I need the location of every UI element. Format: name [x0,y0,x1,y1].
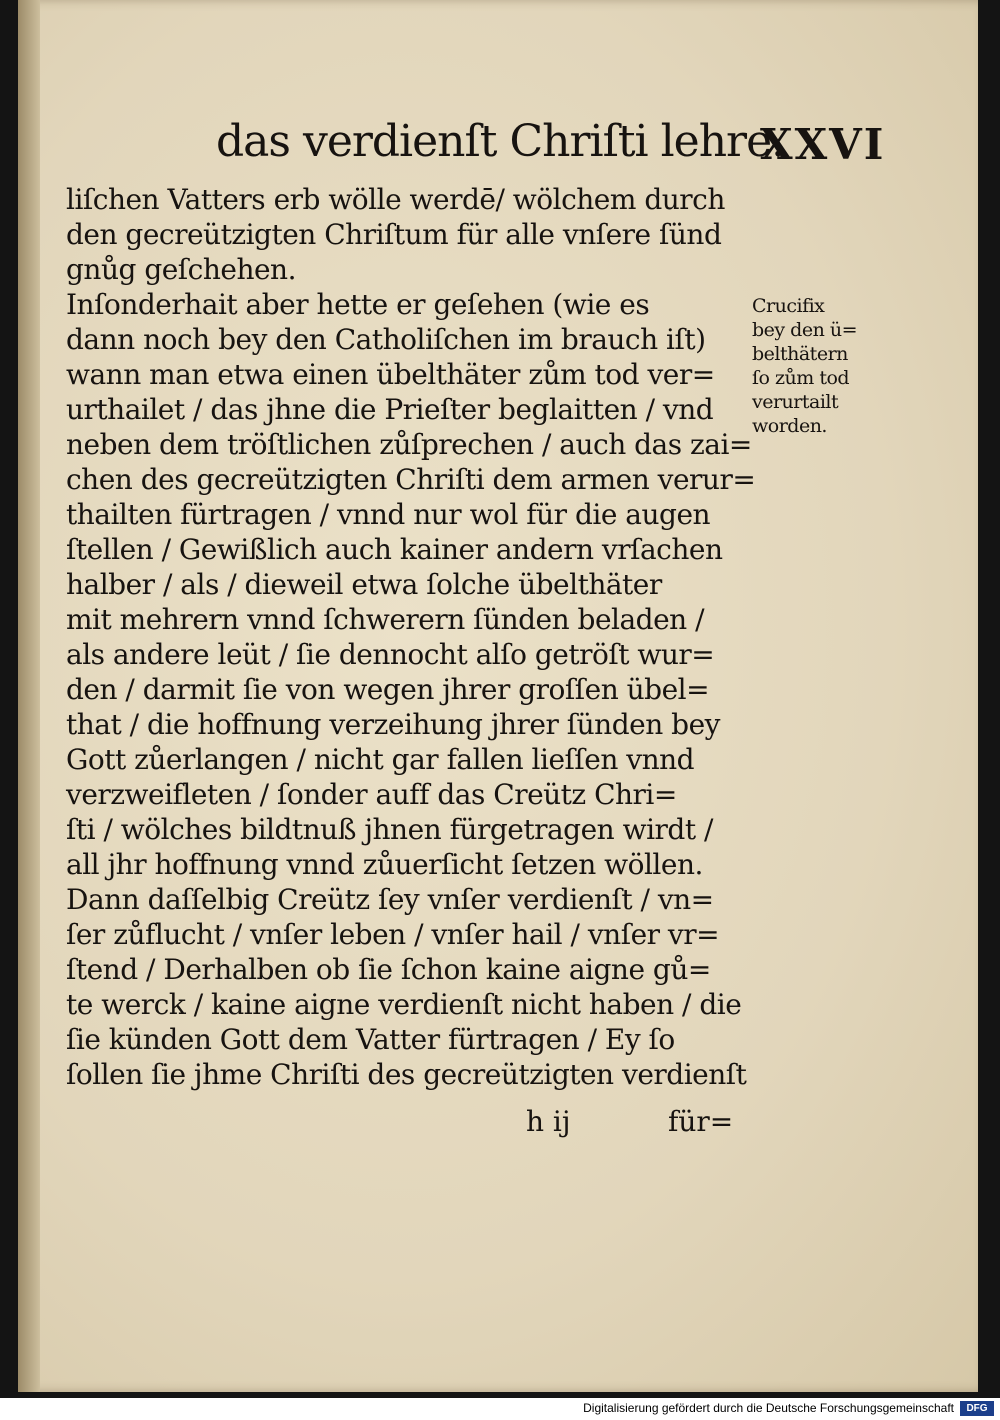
marginal-note-line: Crucifix [752,295,825,317]
body-line: Gott zůerlangen / nicht gar fallen lieſſen vnnd [66,743,695,776]
body-line: neben dem tröſtlichen zůſprechen / auch das zai= [66,428,752,461]
body-line: ſer zůflucht / vnſer leben / vnſer hail / vnſer vr= [66,918,720,951]
marginal-note-line: belthätern [752,343,848,365]
body-line: dann noch bey den Catholiſchen im brauch iſt) [66,323,706,356]
body-line: verzweifleten / ſonder auff das Creütz Chri= [66,778,677,811]
body-line: den gecreützigten Chriſtum für alle vnſere ſünd [66,218,722,251]
body-line: ſtellen / Gewißlich auch kainer andern vrſachen [66,533,723,566]
body-line: gnůg geſchehen. [66,253,296,286]
body-line: ſie künden Gott dem Vatter fürtragen / Ey ſo [66,1023,675,1056]
body-line: Dann daſſelbig Creütz ſey vnſer verdienſt / vn= [66,883,714,916]
body-line: liſchen Vatters erb wölle werdē/ wölchem durch [66,183,725,216]
body-line: thailten fürtragen / vnnd nur wol für die augen [66,498,711,531]
body-line: ſtend / Derhalben ob ſie ſchon kaine aigne gů= [66,953,711,986]
body-line: halber / als / dieweil etwa ſolche übelthäter [66,568,662,601]
body-line: ſti / wölches bildtnuß jhnen fürgetragen wirdt / [66,813,713,846]
body-line: urthailet / das jhne die Prieſter beglaitten / vnd [66,393,714,426]
body-line: mit mehrern vnnd ſchwerern ſünden beladen / [66,603,705,636]
body-line: chen des gecreützigten Chriſti dem armen verur= [66,463,756,496]
page-text-block [48,0,978,1392]
digitization-footer [0,1398,1000,1420]
catchword: für= [668,1105,734,1138]
body-line: te werck / kaine aigne verdienſt nicht haben / die [66,988,742,1021]
page-gutter [18,0,40,1392]
marginal-note-line: verurtailt [752,391,839,413]
funding-credit: Digitalisierung gefördert durch die Deutsche Forschungsgemeinschaft [583,1401,954,1415]
book-page [18,0,978,1392]
signature-mark: h ij [526,1105,571,1138]
folio-number: XXVI [760,120,886,169]
running-head-title: das verdienſt Chriſti lehre. [216,116,785,167]
marginal-note [752,294,882,438]
marginal-note-line: bey den ü= [752,319,858,341]
dfg-logo: DFG [960,1401,994,1416]
marginal-note-line: ſo zům tod [752,367,850,389]
body-line: that / die hoffnung verzeihung jhrer ſünden bey [66,708,720,741]
body-line: all jhr hoffnung vnnd zůuerſicht ſetzen wöllen. [66,848,703,881]
body-line: Inſonderhait aber hette er geſehen (wie es [66,288,650,321]
body-line: den / darmit ſie von wegen jhrer groſſen übel= [66,673,710,706]
body-line: ſollen ſie jhme Chriſti des gecreützigten verdienſt [66,1058,747,1091]
body-text [66,182,756,1092]
body-line: wann man etwa einen übelthäter zům tod ver= [66,358,715,391]
marginal-note-line: worden. [752,415,827,437]
body-line: als andere leüt / ſie dennocht alſo getröſt wur= [66,638,715,671]
